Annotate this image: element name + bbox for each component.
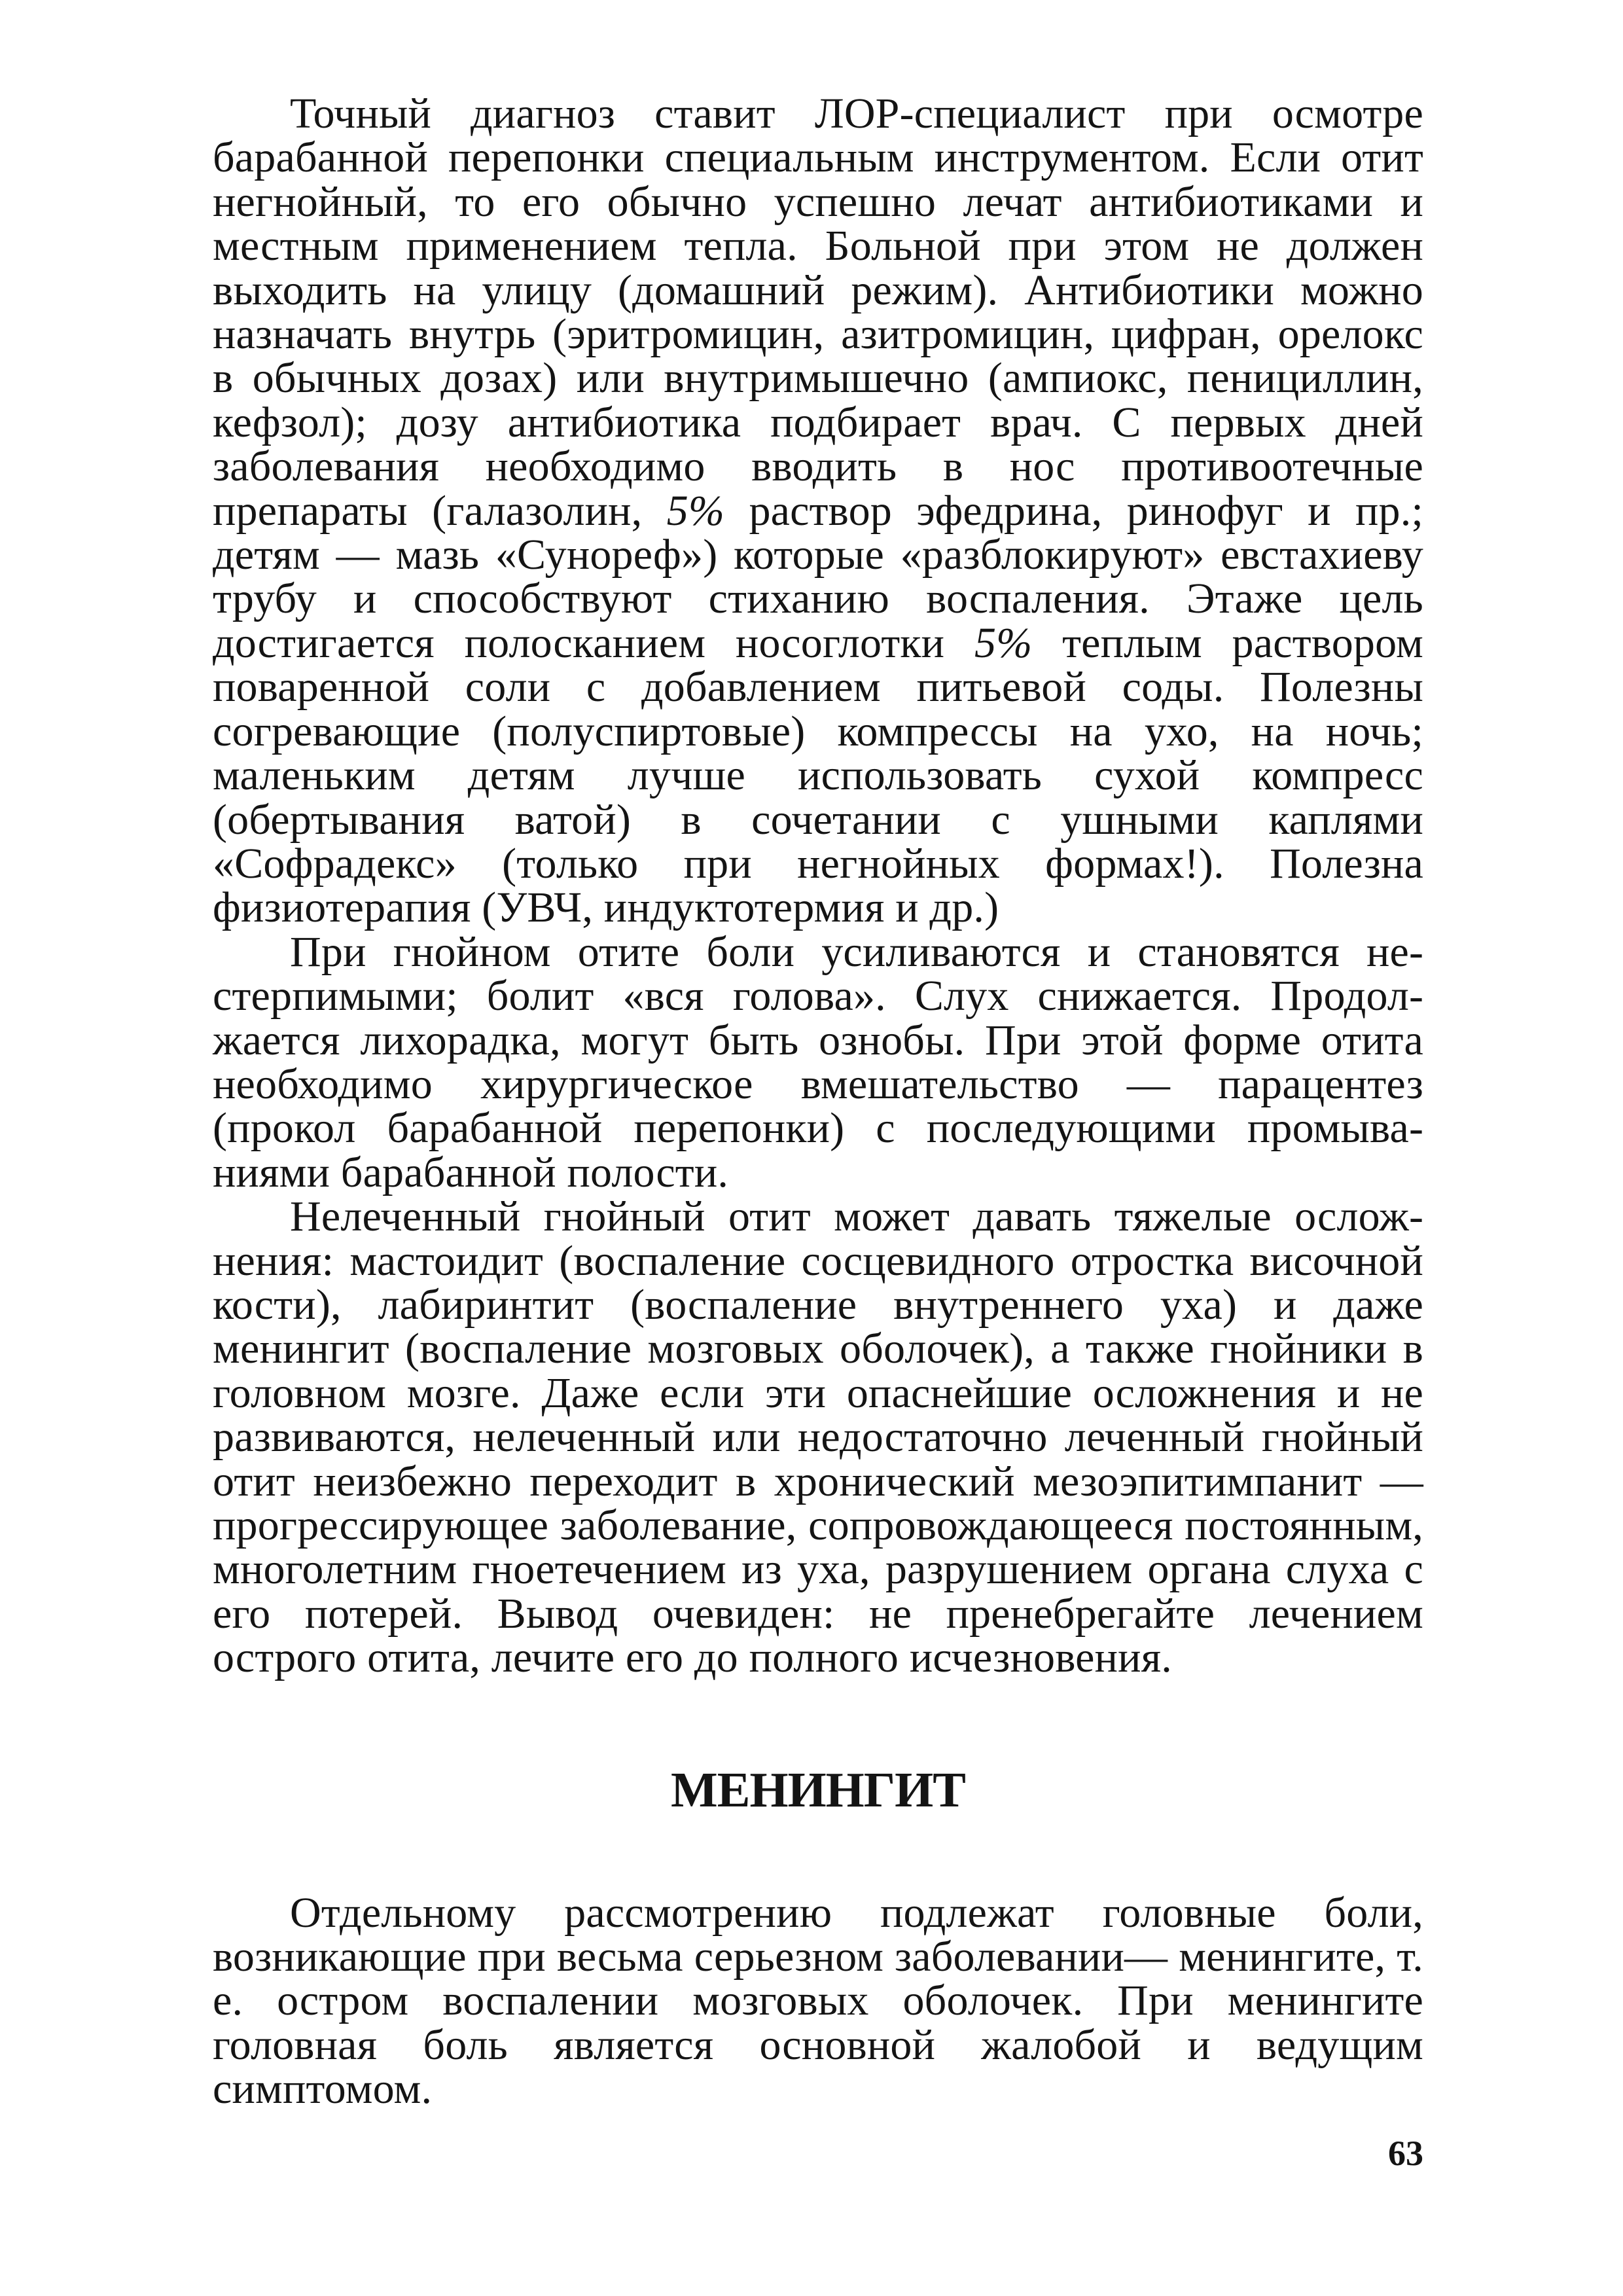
percent-value: 5% — [666, 486, 725, 535]
paragraph-text-segment: Точный диагноз ставит ЛОР-специалист при осмотре барабанной перепонки специальным инструментом. Если отит негнойный, то его обычно успешно лечат антибиотиками и местным применением тепла. Больной при этом не должен выходить на улицу (домашний режим). Антибиотики можно назначать внутрь (эритромицин, азитромицин, цифран, орелокс в обычных дозах) или внутримышечно (ампиокс, пенициллин, кефзол); дозу антибиотика подбирает врач. С первых дней заболевания необходимо вводить в нос противоотечные препараты (галазолин, — [213, 90, 1423, 535]
paragraph-complications: Нелеченный гнойный отит может давать тяжелые осложнения: мастоидит (воспаление сосцевидного отростка височной кости), лабиринтит (воспаление внутреннего уха) и даже менингит (воспаление мозговых оболочек), а также гнойники в головном мозге. Даже если эти опаснейшие осложнения и не развиваются, нелеченный или недостаточно леченный гнойный отит неизбежно переходит в хронический мезоэпитимпанит — прогрессирующее заболевание, сопровождающееся постоянным, многолетним гноетечением из уха, разрушением органа слуха с его потерей. Вывод очевиден: не пренебрегайте лечением острого отита, лечите его до полного исчезновения. — [213, 1193, 1423, 1682]
section-title: МЕНИНГИТ — [671, 1762, 965, 1818]
percent-value: 5% — [974, 619, 1033, 667]
paragraph-otitis-treatment — [213, 92, 1423, 930]
paragraph-meningitis-intro: Отдельному рассмотрению подлежат головные боли, возникающие при весьма серьезном заболевании— менингите, т. е. остром воспалении мозговых оболочек. При менингите головная боль является основной жалобой и ведущим симптомом. — [213, 1888, 1423, 2113]
paragraph-text-segment: теплым раствором поваренной соли с добавлением питьевой соды. Полезны согревающие (полуспиртовые) компрессы на ухо, на ночь; маленьким детям лучше использовать сухой компресс (обертывания ватой) в сочетании с ушными каплями «Софрадекс» (только при негнойных формах!). Полезна физиотерапия (УВЧ, индуктотермия и др.) — [213, 619, 1423, 932]
paragraph-purulent-otitis: При гнойном отите боли усиливаются и становятся нестерпимыми; болит «вся голова». Слух снижается. Продолжается лихорадка, могут быть ознобы. При этой форме отита необходимо хирургическое вмешательство — парацентез (прокол барабанной перепонки) с последующими промываниями барабанной полости. — [213, 927, 1423, 1196]
page-number: 63 — [1388, 2134, 1423, 2173]
book-page — [213, 92, 1423, 2111]
paragraph-text-segment: раствор эфедрина, ринофуг и пр.; детям — мазь «Сунореф») которые «разблокируют» евстахиеву трубу и способствуют стиханию воспаления. Этаже цель достигается полосканием носоглотки — [213, 486, 1423, 667]
